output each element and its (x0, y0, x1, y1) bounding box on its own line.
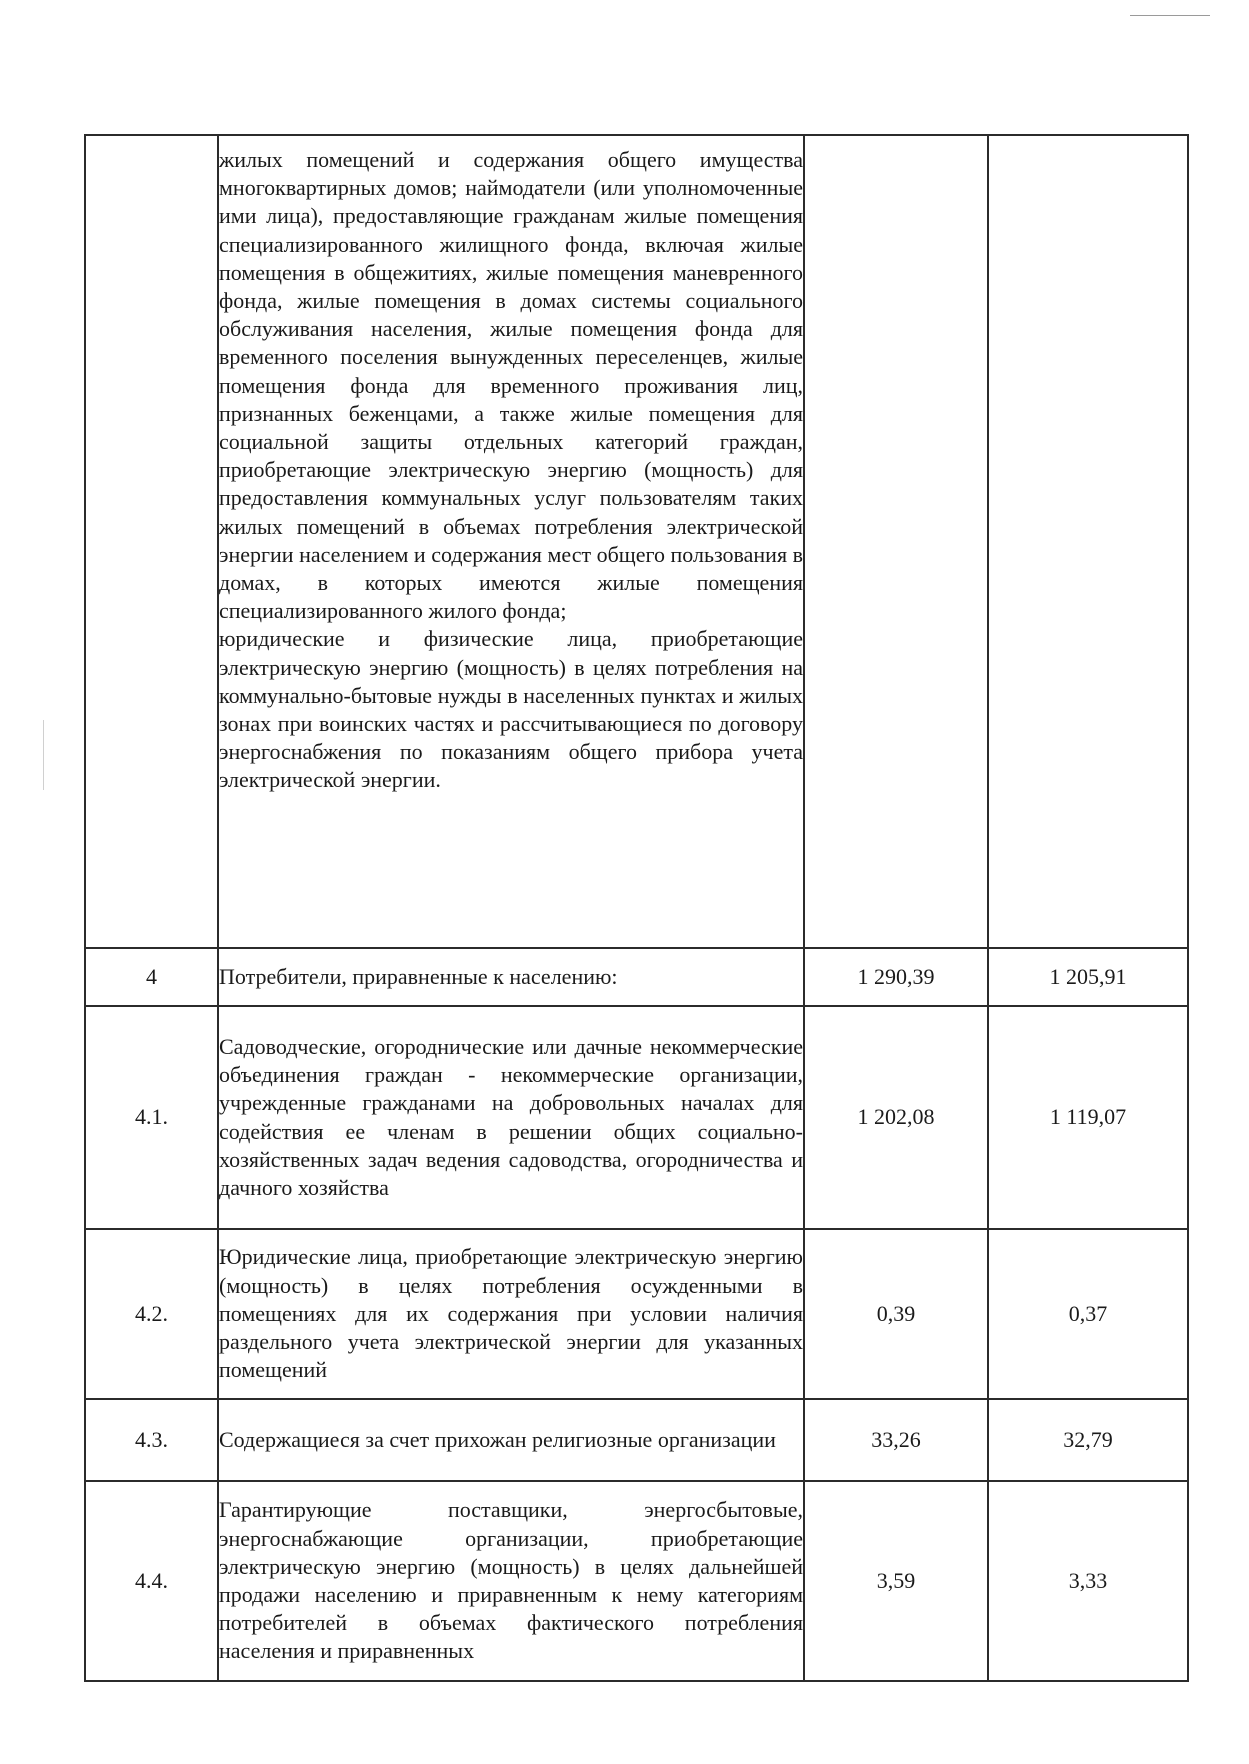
value-2-cell: 1 119,07 (988, 1006, 1188, 1229)
row-number-cell: 4.2. (85, 1229, 218, 1399)
scan-artifact-mark (43, 720, 44, 790)
row-number-cell: 4.1. (85, 1006, 218, 1229)
row-description-cell: Садоводческие, огороднические или дачные некоммерческие объединения граждан - некоммерческие организации, учрежденные гражданами на добровольных началах для содействия ее членам в решении общих социально-хозяйственных задач ведения садоводства, огородничества и дачного хозяйства (218, 1006, 804, 1229)
row-number-cell (85, 135, 218, 948)
value-2-cell (988, 135, 1188, 948)
value-2-cell: 32,79 (988, 1399, 1188, 1481)
scan-artifact-line (1130, 15, 1210, 16)
row-description-cell (218, 135, 804, 948)
value-2-cell: 0,37 (988, 1229, 1188, 1399)
tariff-table (84, 134, 1189, 1682)
row-description-cell: Содержащиеся за счет прихожан религиозные организации (218, 1399, 804, 1481)
table-row-4-3 (85, 1399, 1188, 1481)
table-row-4-2 (85, 1229, 1188, 1399)
value-1-cell: 1 290,39 (804, 948, 988, 1006)
value-2-cell: 1 205,91 (988, 948, 1188, 1006)
description-paragraph: юридические и физические лица, приобретающие электрическую энергию (мощность) в целях потребления на коммунально-бытовые нужды в населенных пунктах и жилых зонах при воинских частях и рассчитывающиеся по договору энергоснабжения по показаниям общего прибора учета электрической энергии. (219, 626, 803, 793)
row-description-cell: Юридические лица, приобретающие электрическую энергию (мощность) в целях потребления осужденными в помещениях для их содержания при условии наличия раздельного учета электрической энергии для указанных помещений (218, 1229, 804, 1399)
row-description-cell: Гарантирующие поставщики, энергосбытовые, энергоснабжающие организации, приобретающие электрическую энергию (мощность) в целях дальнейшей продажи населению и приравненным к нему категориям потребителей в объемах фактического потребления населения и приравненных (218, 1481, 804, 1681)
row-description-cell: Потребители, приравненные к населению: (218, 948, 804, 1006)
table-row-4 (85, 948, 1188, 1006)
value-1-cell: 0,39 (804, 1229, 988, 1399)
row-number-cell: 4 (85, 948, 218, 1006)
table-row-continuation (85, 135, 1188, 948)
description-paragraph: жилых помещений и содержания общего имущества многоквартирных домов; наймодатели (или уполномоченные ими лица), предоставляющие гражданам жилые помещения специализированного жилищного фонда, включая жилые помещения в общежитиях, жилые помещения маневренного фонда, жилые помещения в домах системы социального обслуживания населения, жилые помещения фонда для временного поселения вынужденных переселенцев, жилые помещения фонда для временного проживания лиц, признанных беженцами, а также жилые помещения для социальной защиты отдельных категорий граждан, приобретающие электрическую энергию (мощность) для предоставления коммунальных услуг пользователям таких жилых помещений в объемах потребления электрической энергии населением и содержания мест общего пользования в домах, в которых имеются жилые помещения специализированного жилого фонда; (219, 147, 803, 624)
value-1-cell: 1 202,08 (804, 1006, 988, 1229)
value-2-cell: 3,33 (988, 1481, 1188, 1681)
value-1-cell: 33,26 (804, 1399, 988, 1481)
row-number-cell: 4.3. (85, 1399, 218, 1481)
table-row-4-1 (85, 1006, 1188, 1229)
table-row-4-4 (85, 1481, 1188, 1681)
value-1-cell (804, 135, 988, 948)
value-1-cell: 3,59 (804, 1481, 988, 1681)
row-number-cell: 4.4. (85, 1481, 218, 1681)
